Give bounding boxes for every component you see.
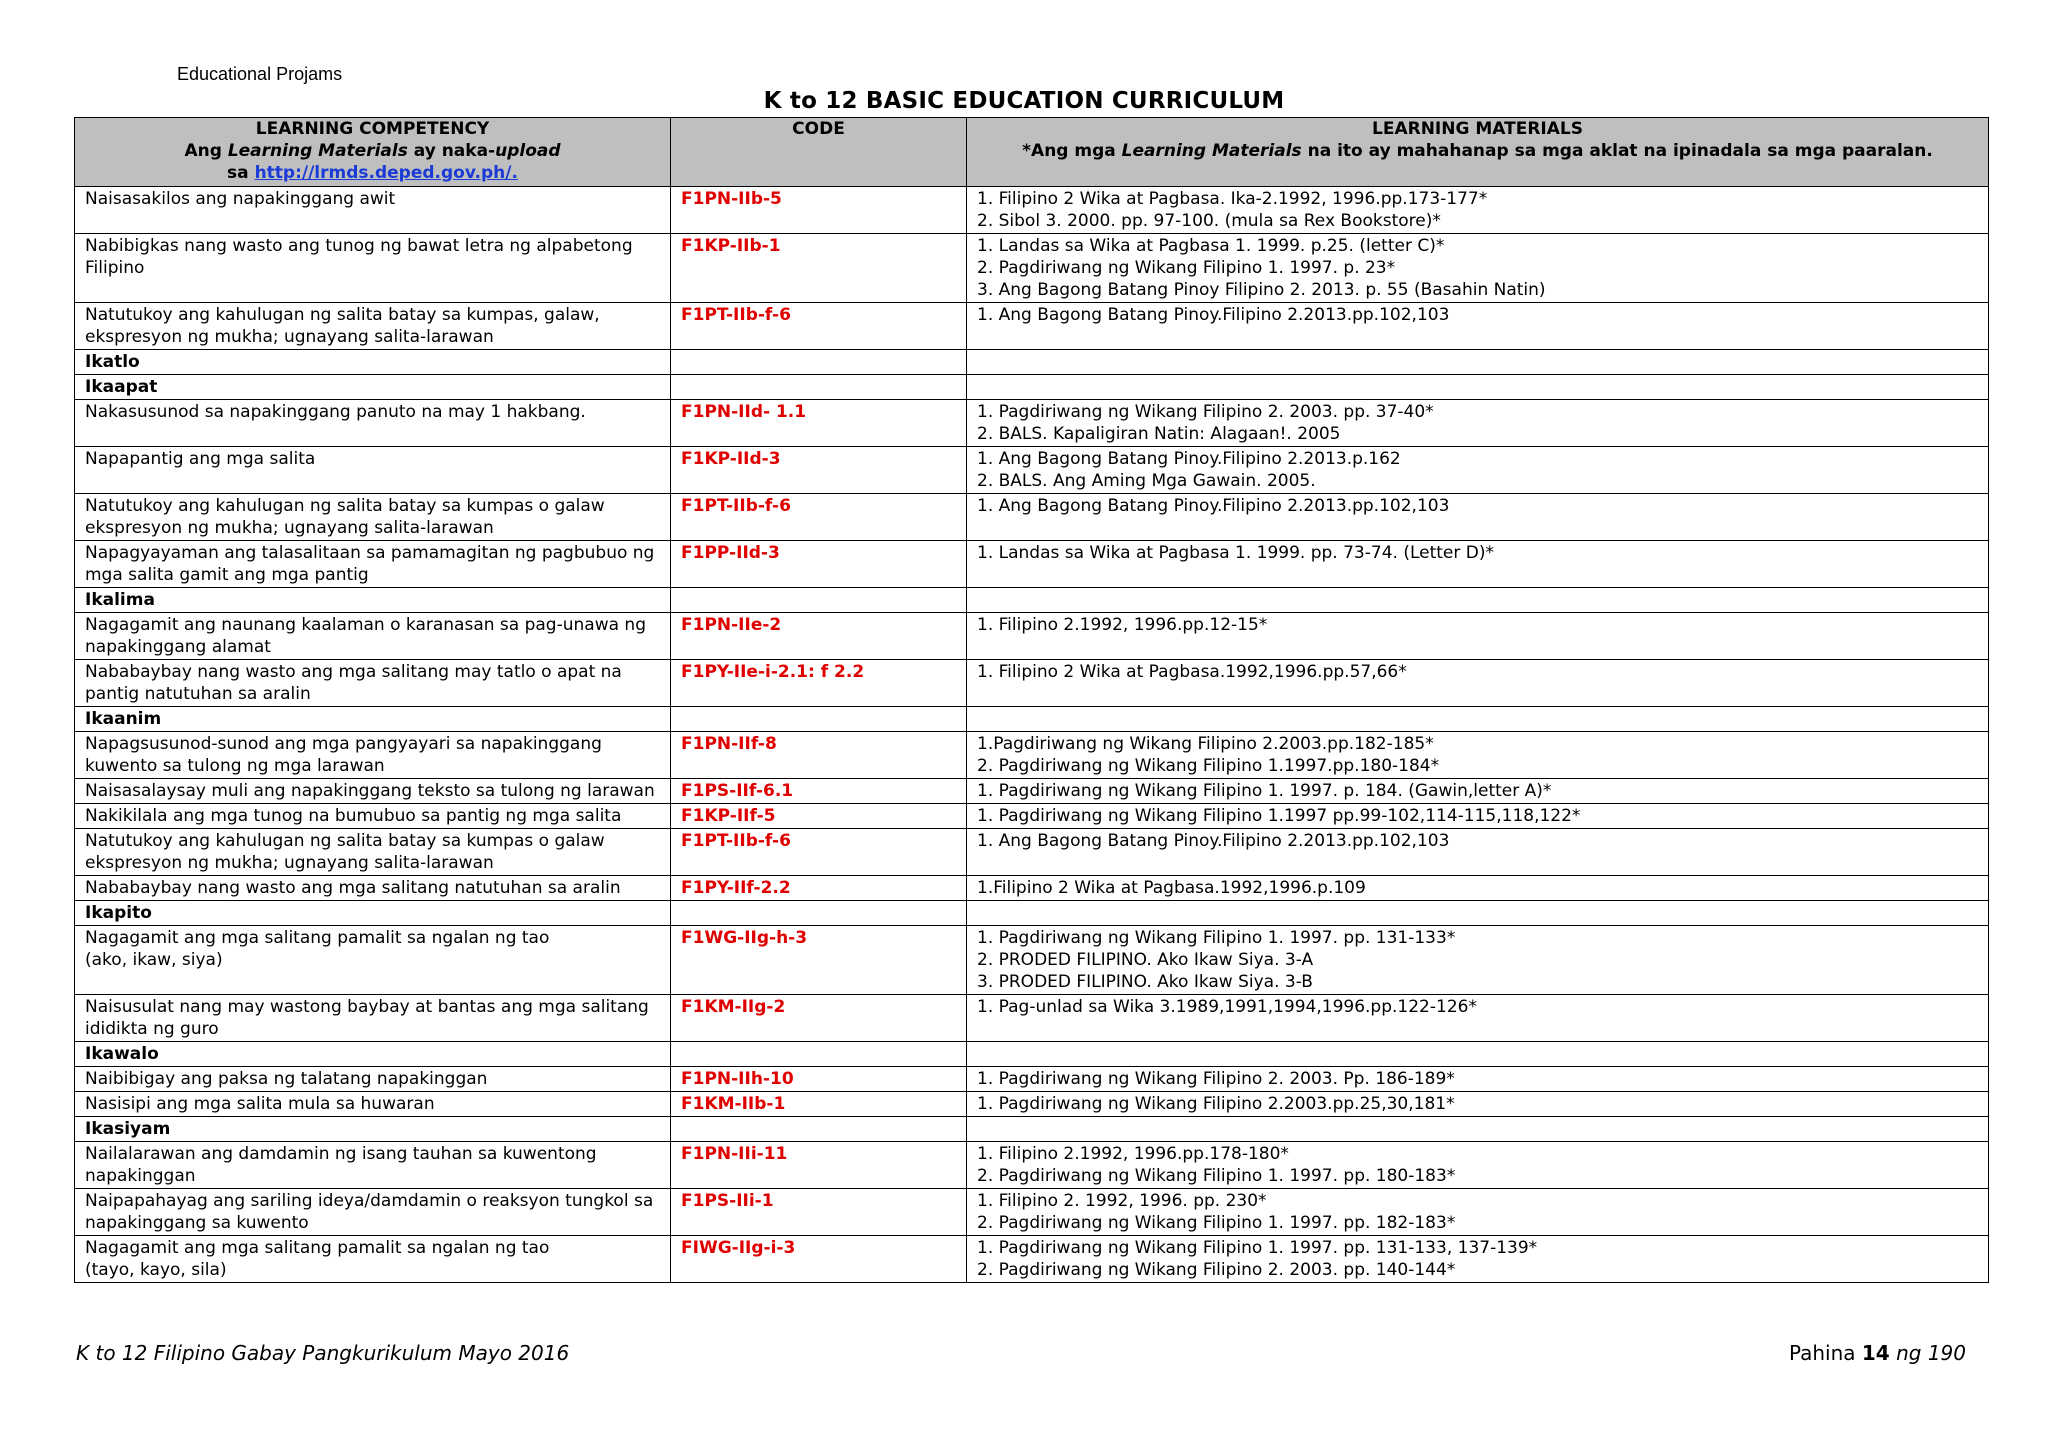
code-cell: F1PN-IIb-5 xyxy=(671,187,967,234)
competency-cell: Nasisipi ang mga salita mula sa huwaran xyxy=(75,1092,671,1117)
materials-cell xyxy=(967,1092,1989,1117)
material-item: 3. Ang Bagong Batang Pinoy Filipino 2. 2013. p. 55 (Basahin Natin) xyxy=(977,280,1546,300)
material-item: 1.Pagdiriwang ng Wikang Filipino 2.2003.pp.182-185* xyxy=(977,734,1434,754)
material-item: 1. Ang Bagong Batang Pinoy.Filipino 2.2013.pp.102,103 xyxy=(977,831,1450,851)
page-suffix: ng 190 xyxy=(1889,1341,1966,1365)
table-row xyxy=(75,829,1989,876)
table-row xyxy=(75,1092,1989,1117)
header-competency-note xyxy=(81,140,664,162)
material-item: 2. PRODED FILIPINO. Ako Ikaw Siya. 3-A xyxy=(977,950,1314,970)
code-cell: F1PN-IIe-2 xyxy=(671,613,967,660)
header-note-text: na ito ay mahahanap sa mga aklat na ipinadala sa mga paaralan. xyxy=(1301,141,1933,161)
competency-cell: Nailalarawan ang damdamin ng isang tauhan sa kuwentong napakinggan xyxy=(75,1142,671,1189)
section-label: Ikalima xyxy=(75,588,671,613)
materials-cell xyxy=(967,234,1989,303)
code-cell: FIWG-IIg-i-3 xyxy=(671,1236,967,1283)
code-cell: F1PN-IId- 1.1 xyxy=(671,400,967,447)
empty-cell xyxy=(671,375,967,400)
header-learning-competency xyxy=(75,118,671,187)
material-item: 1. Pagdiriwang ng Wikang Filipino 1. 1997. pp. 131-133, 137-139* xyxy=(977,1238,1538,1258)
table-row xyxy=(75,779,1989,804)
competency-cell: Natutukoy ang kahulugan ng salita batay sa kumpas o galaw ekspresyon ng mukha; ugnayang salita-larawan xyxy=(75,494,671,541)
material-item: 2. Pagdiriwang ng Wikang Filipino 1. 1997. pp. 180-183* xyxy=(977,1166,1456,1186)
header-code-title: CODE xyxy=(792,119,845,139)
table-header xyxy=(75,118,1989,187)
section-label: Ikapito xyxy=(75,901,671,926)
material-item: 1. Pag-unlad sa Wika 3.1989,1991,1994,1996.pp.122-126* xyxy=(977,997,1477,1017)
competency-cell: Natutukoy ang kahulugan ng salita batay sa kumpas, galaw, ekspresyon ng mukha; ugnayang salita-larawan xyxy=(75,303,671,350)
competency-cell: Naisusulat nang may wastong baybay at bantas ang mga salitang ididikta ng guro xyxy=(75,995,671,1042)
table-row xyxy=(75,494,1989,541)
materials-cell xyxy=(967,494,1989,541)
code-cell: F1PT-IIb-f-6 xyxy=(671,494,967,541)
header-note-text: sa xyxy=(227,163,255,183)
section-label: Ikasiyam xyxy=(75,1117,671,1142)
competency-cell: Nagagamit ang naunang kaalaman o karanasan sa pag-unawa ng napakinggang alamat xyxy=(75,613,671,660)
section-row xyxy=(75,901,1989,926)
empty-cell xyxy=(967,707,1989,732)
competency-cell: Nagagamit ang mga salitang pamalit sa ngalan ng tao (tayo, kayo, sila) xyxy=(75,1236,671,1283)
empty-cell xyxy=(671,1117,967,1142)
material-item: 2. BALS. Ang Aming Mga Gawain. 2005. xyxy=(977,471,1316,491)
code-cell: F1PY-IIf-2.2 xyxy=(671,876,967,901)
material-item: 1. Filipino 2.1992, 1996.pp.178-180* xyxy=(977,1144,1289,1164)
material-item: 1. Ang Bagong Batang Pinoy.Filipino 2.2013.pp.102,103 xyxy=(977,496,1450,516)
materials-cell xyxy=(967,829,1989,876)
section-label: Ikawalo xyxy=(75,1042,671,1067)
competency-cell: Nakasusunod sa napakinggang panuto na may 1 hakbang. xyxy=(75,400,671,447)
material-item: 2. Sibol 3. 2000. pp. 97-100. (mula sa Rex Bookstore)* xyxy=(977,211,1441,231)
empty-cell xyxy=(671,901,967,926)
competency-cell: Nababaybay nang wasto ang mga salitang natutuhan sa aralin xyxy=(75,876,671,901)
page-prefix: Pahina xyxy=(1788,1341,1862,1365)
materials-cell xyxy=(967,400,1989,447)
competency-cell: Napagsusunod-sunod ang mga pangyayari sa napakinggang kuwento sa tulong ng mga larawan xyxy=(75,732,671,779)
competency-cell: Naisasalaysay muli ang napakinggang teksto sa tulong ng larawan xyxy=(75,779,671,804)
code-cell: F1KP-IId-3 xyxy=(671,447,967,494)
code-cell: F1KP-IIb-1 xyxy=(671,234,967,303)
materials-cell xyxy=(967,1236,1989,1283)
header-materials-note xyxy=(973,140,1982,162)
table-body xyxy=(75,187,1989,1283)
section-label: Ikaapat xyxy=(75,375,671,400)
competency-cell: Naibibigay ang paksa ng talatang napakinggan xyxy=(75,1067,671,1092)
material-item: 2. BALS. Kapaligiran Natin: Alagaan!. 2005 xyxy=(977,424,1341,444)
materials-cell xyxy=(967,779,1989,804)
table-row xyxy=(75,303,1989,350)
material-item: 1. Pagdiriwang ng Wikang Filipino 2.2003.pp.25,30,181* xyxy=(977,1094,1455,1114)
header-competency-link-line xyxy=(81,162,664,184)
material-item: 1. Landas sa Wika at Pagbasa 1. 1999. p.25. (letter C)* xyxy=(977,236,1445,256)
material-item: 1. Filipino 2. 1992, 1996. pp. 230* xyxy=(977,1191,1267,1211)
table-row xyxy=(75,541,1989,588)
empty-cell xyxy=(967,1117,1989,1142)
materials-cell xyxy=(967,732,1989,779)
table-row xyxy=(75,926,1989,995)
table-row xyxy=(75,1067,1989,1092)
code-cell: F1KM-IIb-1 xyxy=(671,1092,967,1117)
section-row xyxy=(75,1042,1989,1067)
header-note-emphasis: Learning Materials xyxy=(1121,141,1302,161)
table-row xyxy=(75,234,1989,303)
competency-cell: Naipapahayag ang sariling ideya/damdamin o reaksyon tungkol sa napakinggang sa kuwento xyxy=(75,1189,671,1236)
empty-cell xyxy=(671,707,967,732)
code-cell: F1PS-IIf-6.1 xyxy=(671,779,967,804)
materials-cell xyxy=(967,447,1989,494)
table-row xyxy=(75,187,1989,234)
materials-cell xyxy=(967,804,1989,829)
materials-cell xyxy=(967,187,1989,234)
code-cell: F1PN-IIh-10 xyxy=(671,1067,967,1092)
competency-cell: Nababaybay nang wasto ang mga salitang may tatlo o apat na pantig natutuhan sa aralin xyxy=(75,660,671,707)
material-item: 1. Ang Bagong Batang Pinoy.Filipino 2.2013.pp.102,103 xyxy=(977,305,1450,325)
code-cell: F1PP-IId-3 xyxy=(671,541,967,588)
table-row xyxy=(75,1189,1989,1236)
header-learning-materials xyxy=(967,118,1989,187)
material-item: 1.Filipino 2 Wika at Pagbasa.1992,1996.p.109 xyxy=(977,878,1366,898)
code-cell: F1PS-IIi-1 xyxy=(671,1189,967,1236)
material-item: 1. Pagdiriwang ng Wikang Filipino 1. 1997. pp. 131-133* xyxy=(977,928,1456,948)
empty-cell xyxy=(671,350,967,375)
code-cell: F1PT-IIb-f-6 xyxy=(671,829,967,876)
table-row xyxy=(75,660,1989,707)
section-row xyxy=(75,588,1989,613)
header-materials-title: LEARNING MATERIALS xyxy=(1372,119,1583,139)
material-item: 1. Pagdiriwang ng Wikang Filipino 1. 1997. p. 184. (Gawin,letter A)* xyxy=(977,781,1552,801)
curriculum-table xyxy=(74,117,1989,1283)
material-item: 2. Pagdiriwang ng Wikang Filipino 1.1997.pp.180-184* xyxy=(977,756,1440,776)
empty-cell xyxy=(967,588,1989,613)
material-item: 1. Filipino 2.1992, 1996.pp.12-15* xyxy=(977,615,1268,635)
material-item: 1. Filipino 2 Wika at Pagbasa.1992,1996.pp.57,66* xyxy=(977,662,1407,682)
page-number: 14 xyxy=(1861,1341,1890,1365)
materials-cell xyxy=(967,1189,1989,1236)
material-item: 2. Pagdiriwang ng Wikang Filipino 1. 1997. p. 23* xyxy=(977,258,1396,278)
competency-cell: Nagagamit ang mga salitang pamalit sa ngalan ng tao (ako, ikaw, siya) xyxy=(75,926,671,995)
code-cell: F1PN-IIi-11 xyxy=(671,1142,967,1189)
material-item: 1. Pagdiriwang ng Wikang Filipino 1.1997 pp.99-102,114-115,118,122* xyxy=(977,806,1581,826)
empty-cell xyxy=(967,375,1989,400)
header-competency-title: LEARNING COMPETENCY xyxy=(255,119,490,139)
section-row xyxy=(75,350,1989,375)
competency-cell: Napagyayaman ang talasalitaan sa pamamagitan ng pagbubuo ng mga salita gamit ang mga pantig xyxy=(75,541,671,588)
empty-cell xyxy=(967,350,1989,375)
competency-cell: Nabibigkas nang wasto ang tunog ng bawat letra ng alpabetong Filipino xyxy=(75,234,671,303)
section-row xyxy=(75,375,1989,400)
table-row xyxy=(75,447,1989,494)
materials-cell xyxy=(967,1142,1989,1189)
footer-guide-title: K to 12 Filipino Gabay Pangkurikulum Mayo 2016 xyxy=(76,1341,570,1365)
header-code xyxy=(671,118,967,187)
document-title: K to 12 BASIC EDUCATION CURRICULUM xyxy=(763,88,1285,114)
table-row xyxy=(75,1236,1989,1283)
materials-cell xyxy=(967,995,1989,1042)
empty-cell xyxy=(671,588,967,613)
table-row xyxy=(75,876,1989,901)
footer-page-info xyxy=(1789,1341,1966,1365)
code-cell: F1KM-IIg-2 xyxy=(671,995,967,1042)
materials-cell xyxy=(967,541,1989,588)
empty-cell xyxy=(671,1042,967,1067)
watermark-text: Educational Projams xyxy=(177,64,343,84)
section-row xyxy=(75,1117,1989,1142)
header-note-text: ay naka- xyxy=(407,141,496,161)
header-note-text: Ang xyxy=(184,141,228,161)
table-row xyxy=(75,1142,1989,1189)
empty-cell xyxy=(967,1042,1989,1067)
material-item: 3. PRODED FILIPINO. Ako Ikaw Siya. 3-B xyxy=(977,972,1313,992)
competency-cell: Nakikilala ang mga tunog na bumubuo sa pantig ng mga salita xyxy=(75,804,671,829)
section-label: Ikaanim xyxy=(75,707,671,732)
lrmds-link[interactable]: http://lrmds.deped.gov.ph/. xyxy=(254,163,518,183)
code-cell: F1PT-IIb-f-6 xyxy=(671,303,967,350)
materials-cell xyxy=(967,613,1989,660)
header-note-emphasis: upload xyxy=(495,141,561,161)
competency-cell: Naisasakilos ang napakinggang awit xyxy=(75,187,671,234)
materials-cell xyxy=(967,660,1989,707)
material-item: 1. Pagdiriwang ng Wikang Filipino 2. 2003. pp. 37-40* xyxy=(977,402,1434,422)
section-label: Ikatlo xyxy=(75,350,671,375)
code-cell: F1PY-IIe-i-2.1: f 2.2 xyxy=(671,660,967,707)
header-note-emphasis: Learning Materials xyxy=(227,141,408,161)
material-item: 2. Pagdiriwang ng Wikang Filipino 1. 1997. pp. 182-183* xyxy=(977,1213,1456,1233)
code-cell: F1PN-IIf-8 xyxy=(671,732,967,779)
material-item: 1. Filipino 2 Wika at Pagbasa. Ika-2.1992, 1996.pp.173-177* xyxy=(977,189,1488,209)
empty-cell xyxy=(967,901,1989,926)
competency-cell: Napapantig ang mga salita xyxy=(75,447,671,494)
table-row xyxy=(75,613,1989,660)
table-row xyxy=(75,804,1989,829)
code-cell: F1WG-IIg-h-3 xyxy=(671,926,967,995)
table-row xyxy=(75,995,1989,1042)
material-item: 2. Pagdiriwang ng Wikang Filipino 2. 2003. pp. 140-144* xyxy=(977,1260,1456,1280)
material-item: 1. Ang Bagong Batang Pinoy.Filipino 2.2013.p.162 xyxy=(977,449,1401,469)
materials-cell xyxy=(967,876,1989,901)
header-note-text: *Ang mga xyxy=(1022,141,1122,161)
code-cell: F1KP-IIf-5 xyxy=(671,804,967,829)
material-item: 1. Pagdiriwang ng Wikang Filipino 2. 2003. Pp. 186-189* xyxy=(977,1069,1455,1089)
materials-cell xyxy=(967,303,1989,350)
materials-cell xyxy=(967,926,1989,995)
materials-cell xyxy=(967,1067,1989,1092)
table-row xyxy=(75,400,1989,447)
section-row xyxy=(75,707,1989,732)
competency-cell: Natutukoy ang kahulugan ng salita batay sa kumpas o galaw ekspresyon ng mukha; ugnayang salita-larawan xyxy=(75,829,671,876)
table-row xyxy=(75,732,1989,779)
material-item: 1. Landas sa Wika at Pagbasa 1. 1999. pp. 73-74. (Letter D)* xyxy=(977,543,1494,563)
